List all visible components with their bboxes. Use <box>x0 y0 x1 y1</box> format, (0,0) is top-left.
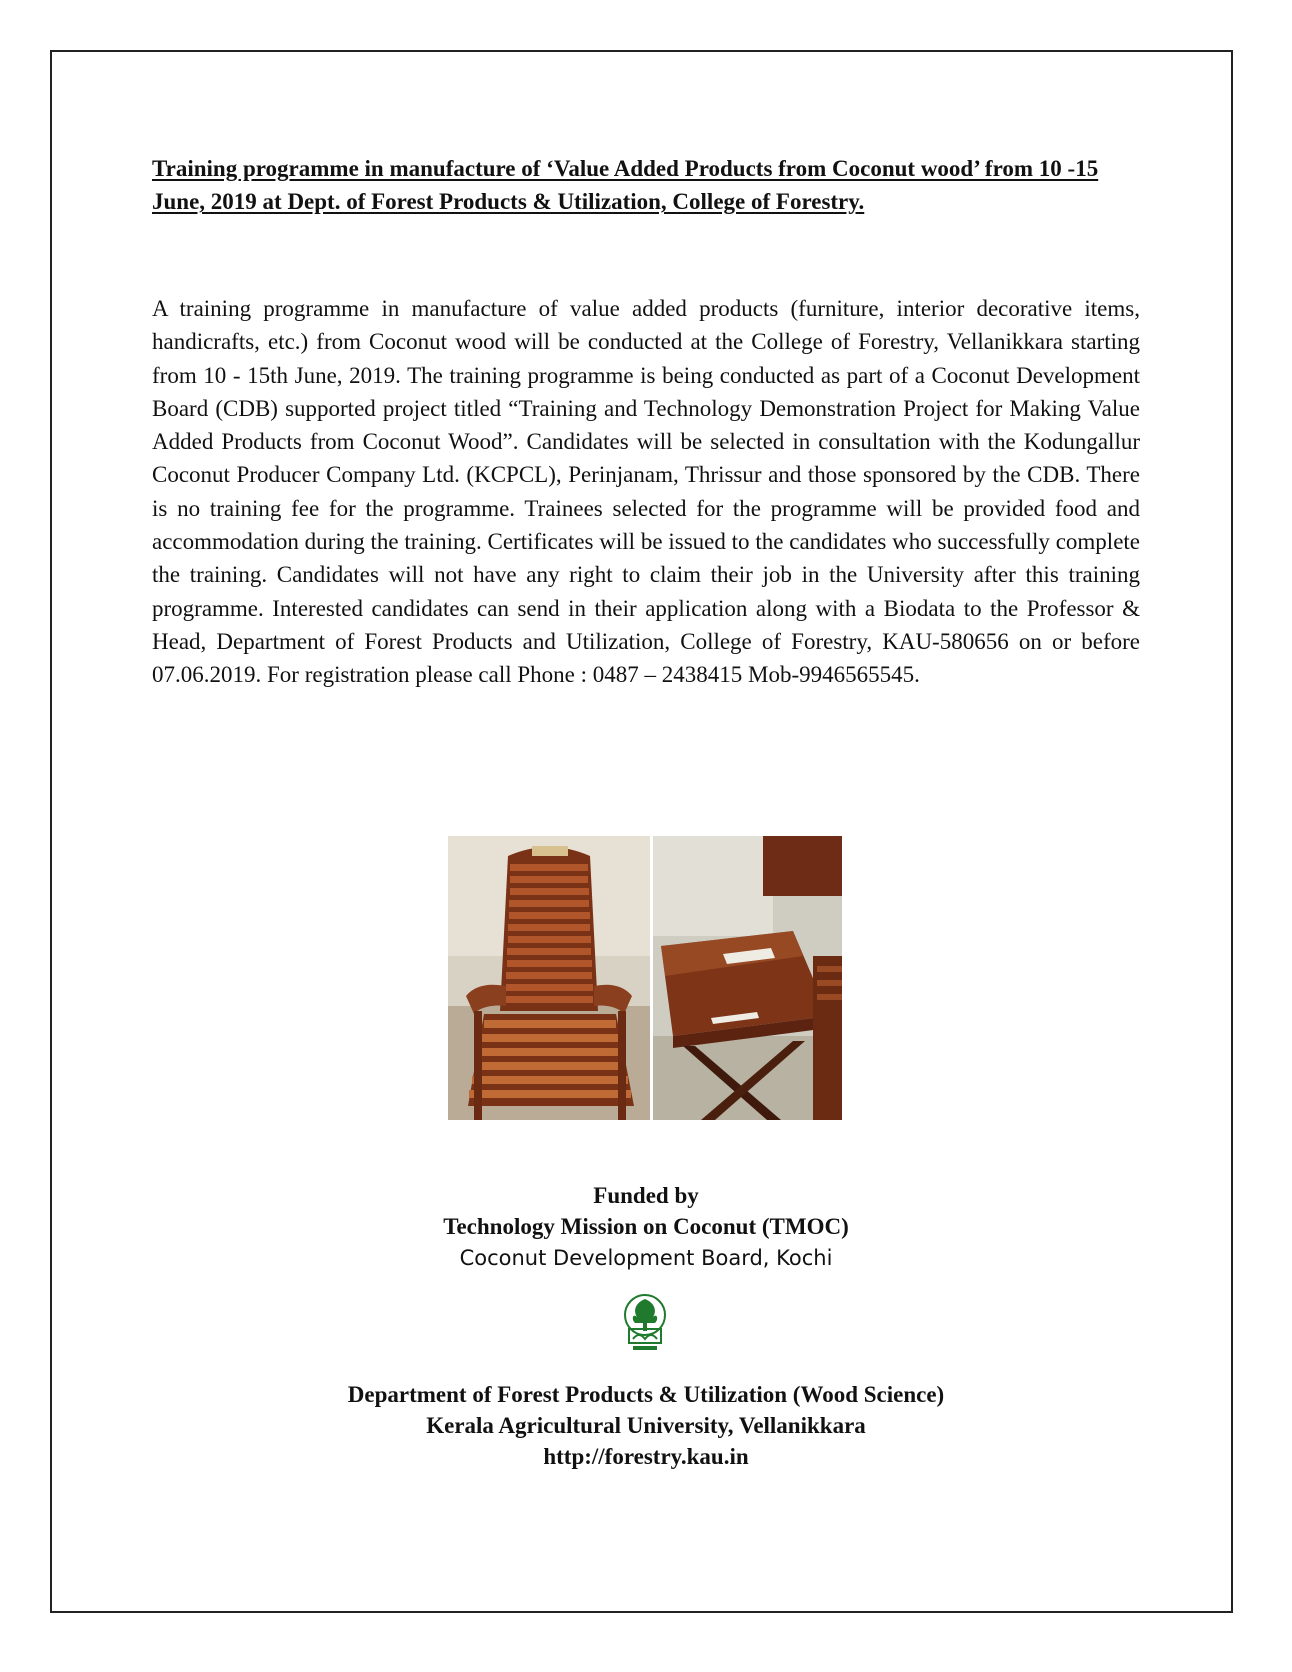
announcement-body: A training programme in manufacture of value added products (furniture, interior decorative items, handicrafts, etc.) from Coconut wood will be conducted at the College of Forestry, Vellanikkara starting from 10 - 15th June, 2019. The training programme is being conducted as part of a Coconut Development Board (CDB) supported project titled “Training and Technology Demonstration Project for Making Value Added Products from Coconut Wood”. Candidates will be selected in consultation with the Kodungallur Coconut Producer Company Ltd. (KCPCL), Perinjanam, Thrissur and those sponsored by the CDB. There is no training fee for the programme. Trainees selected for the programme will be provided food and accommodation during the training. Certificates will be issued to the candidates who successfully complete the training. Candidates will not have any right to claim their job in the University after this training programme. Interested candidates can send in their application along with a Biodata to the Professor & Head, Department of Forest Products and Utilization, College of Forestry, KAU-580656 on or before 07.06.2019. For registration please call Phone : 0487 – 2438415 Mob-9946565545. <box>152 296 1140 688</box>
product-photos <box>448 836 842 1120</box>
funded-by-label: Funded by <box>593 1183 699 1208</box>
document-title: Training programme in manufacture of ‘Value Added Products from Coconut wood’ from 10 -15 June, 2019 at Dept. of Forest Products & Utilization, College of Forestry. <box>152 156 1099 214</box>
department-name: Department of Forest Products & Utilization (Wood Science) <box>347 1382 945 1407</box>
funding-block <box>152 1180 1140 1274</box>
table-photo-illustration <box>653 836 842 1120</box>
department-block <box>152 1379 1140 1472</box>
kau-logo <box>621 1293 669 1353</box>
kau-emblem-icon <box>621 1293 669 1353</box>
university-name: Kerala Agricultural University, Vellanikkara <box>426 1413 866 1438</box>
funding-board: Coconut Development Board, Kochi <box>459 1246 833 1270</box>
website-url[interactable]: http://forestry.kau.in <box>543 1444 749 1469</box>
table-photo <box>653 836 842 1120</box>
chair-photo-illustration <box>448 836 650 1120</box>
chair-photo <box>448 836 650 1120</box>
funding-organization: Technology Mission on Coconut (TMOC) <box>443 1214 849 1239</box>
